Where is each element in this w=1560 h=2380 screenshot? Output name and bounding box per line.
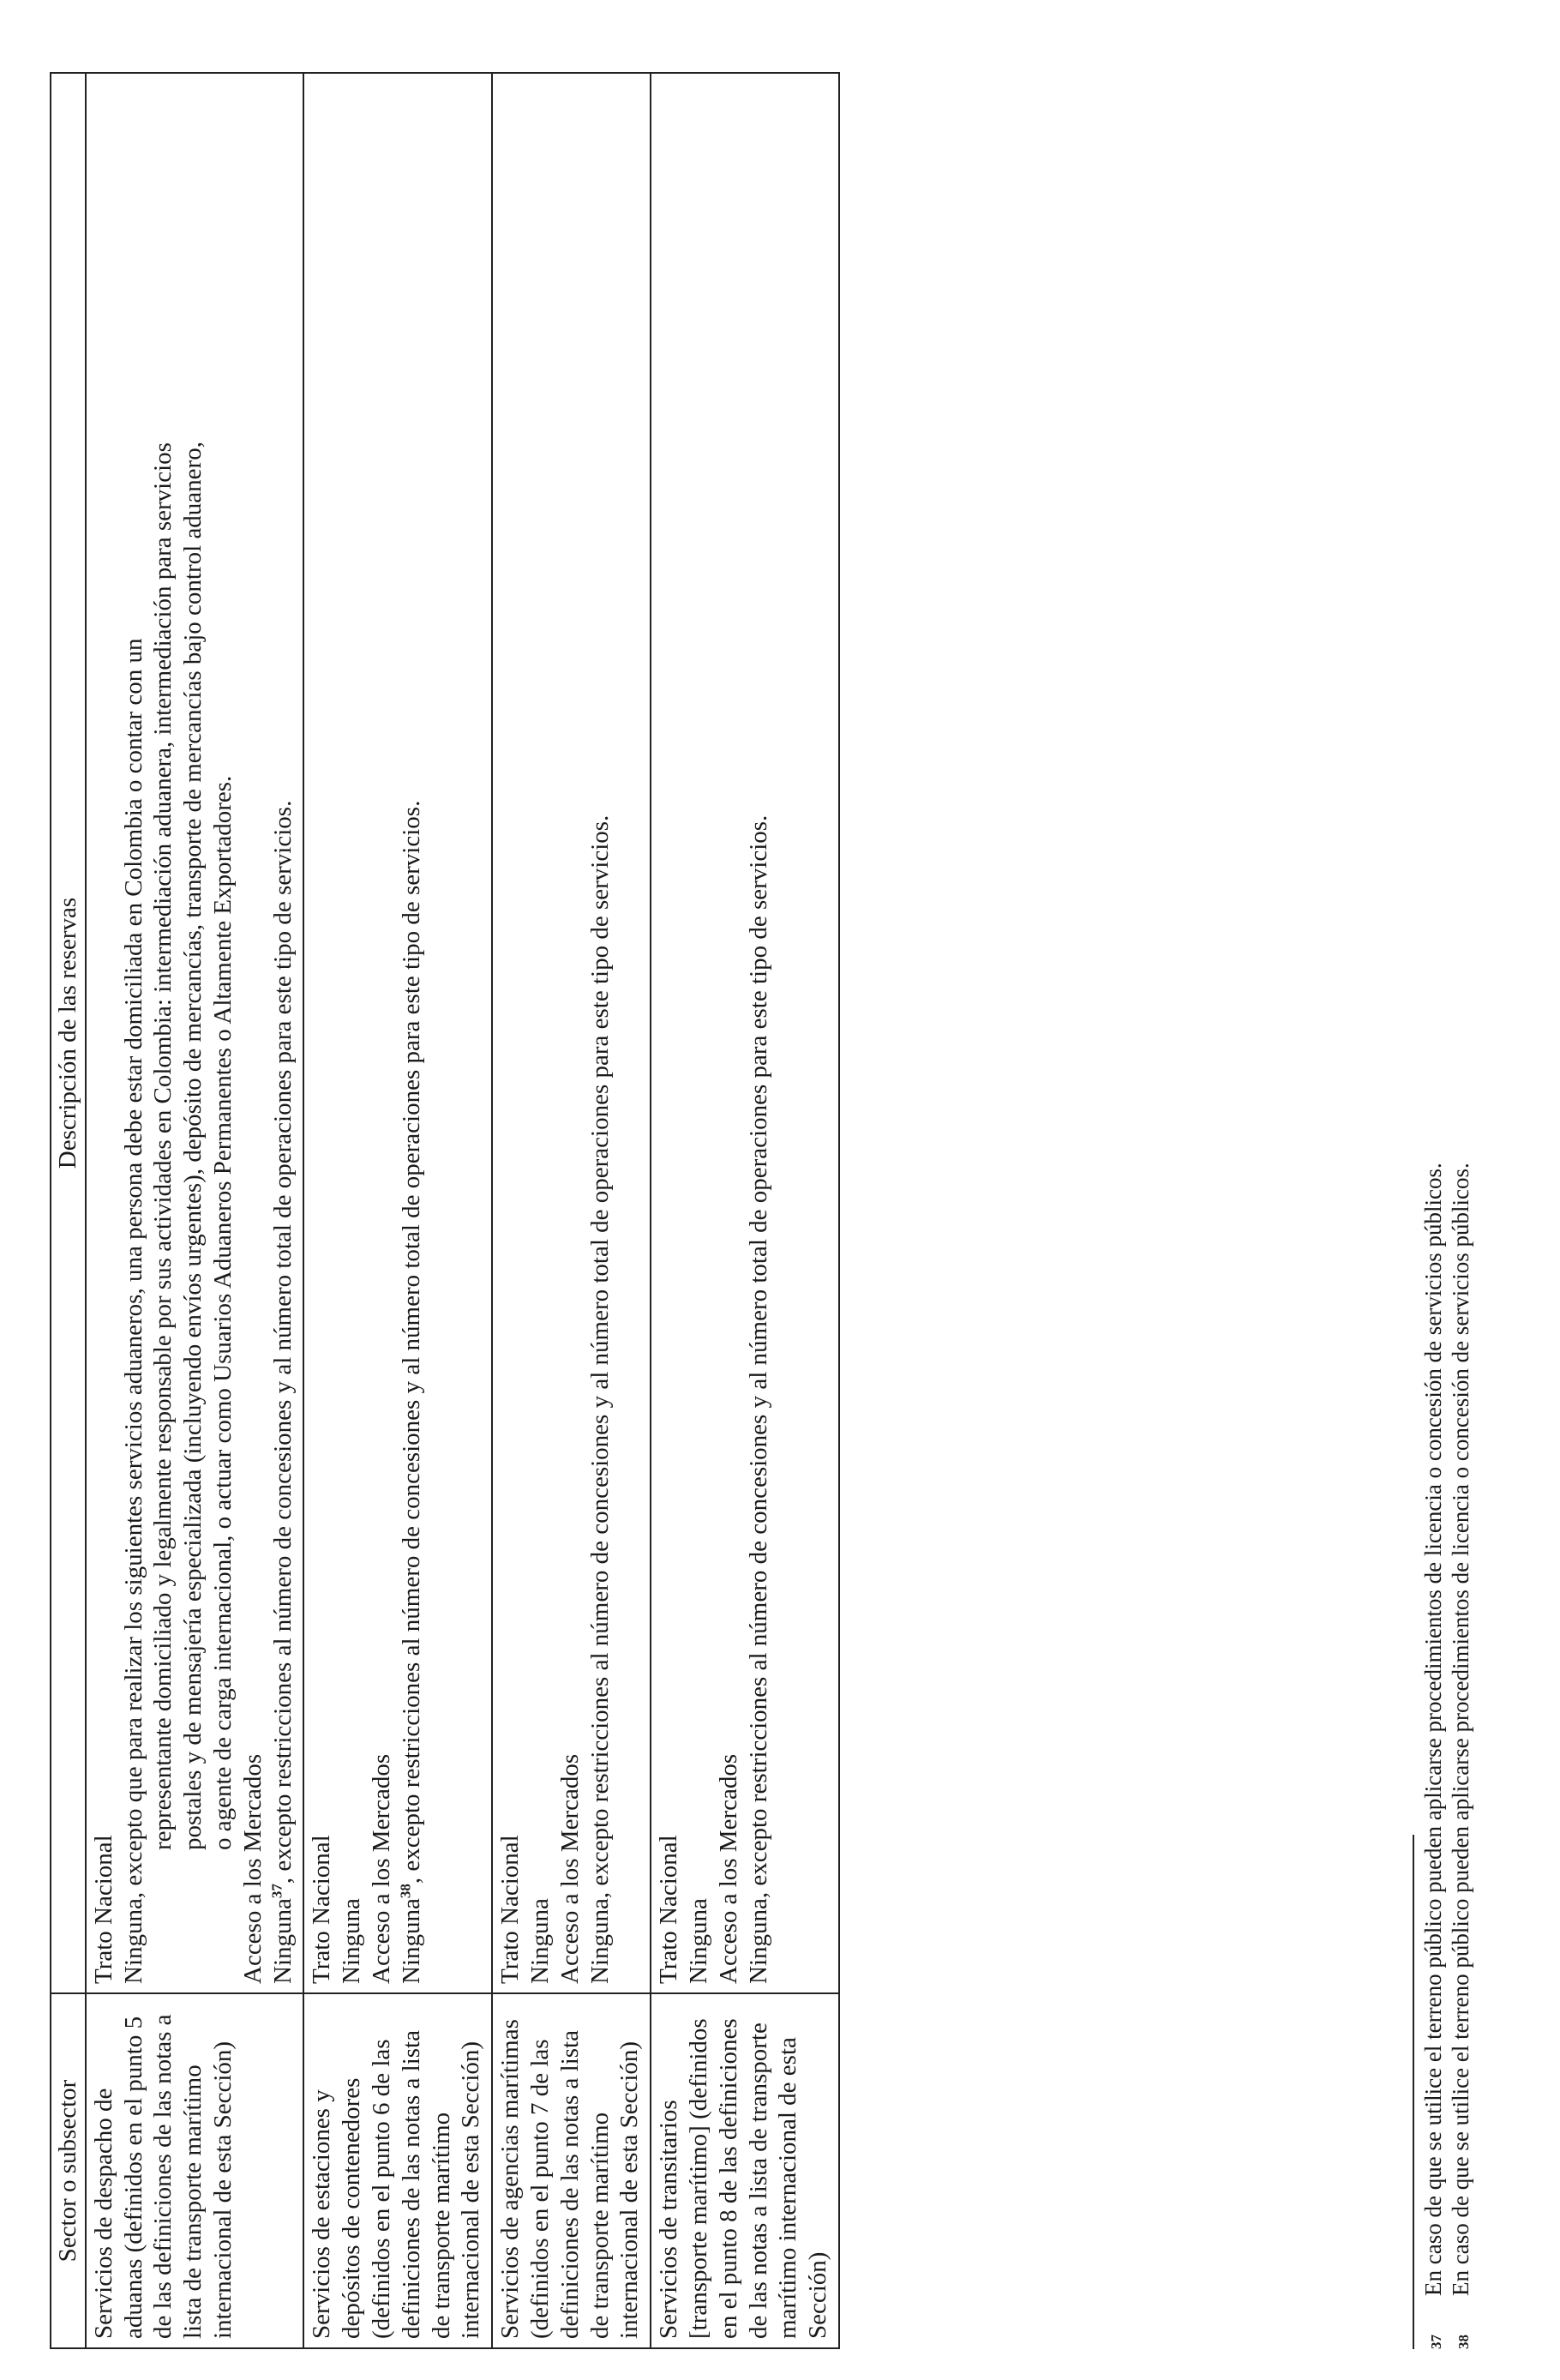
table-body [86, 73, 839, 2348]
table-row [651, 73, 839, 2348]
trato-nacional-title: Trato Nacional [496, 1835, 525, 1984]
trato-nacional-title: Trato Nacional [308, 1835, 336, 1984]
footnote-text: En caso de que se utilice el terreno público pueden aplicarse procedimientos de licencia o concesión de servicios públicos. [1420, 1163, 1446, 2296]
acceso-mercados-text: Ninguna [268, 1898, 297, 1984]
table-row [303, 73, 492, 2348]
acceso-mercados-line [268, 82, 298, 1984]
acceso-mercados-text: Ninguna [397, 1898, 425, 1984]
footnote-number: 38 [1455, 2335, 1473, 2349]
description-cell [492, 73, 651, 1993]
acceso-mercados-text: Ninguna, excepto restricciones al número de concesiones y al número total de operaciones para este tipo de servicios. [585, 814, 614, 1984]
acceso-mercados-title: Acceso a los Mercados [238, 1753, 267, 1984]
trato-nacional-text: o agente de carga internacional, o actuar como Usuarios Aduaneros Permanentes o Altamente Exportadores. [208, 775, 237, 1850]
acceso-mercados-title: Acceso a los Mercados [555, 1753, 584, 1984]
trato-nacional-text: Ninguna [684, 1898, 712, 1984]
table-row [492, 73, 651, 2348]
trato-nacional-text: postales y de mensajería especializada (incluyendo envíos urgentes), depósito de mercancías, transporte de mercancías bajo control aduanero, [179, 442, 207, 1850]
sector-cell: Servicios de agencias marítimas (definidos en el punto 7 de las definiciones de las notas a lista de transporte marítimo internacional de esta Sección) [492, 1993, 651, 2348]
description-cell [86, 73, 304, 1993]
acceso-mercados-line [585, 82, 615, 1984]
footnotes [1413, 72, 1475, 2349]
acceso-mercados-title: Acceso a los Mercados [367, 1753, 395, 1984]
acceso-mercados-line [744, 82, 774, 1984]
header-sector: Sector o subsector [51, 1993, 86, 2348]
acceso-mercados-rest: , excepto restricciones al número de concesiones y al número total de operaciones para este tipo de servicios. [397, 800, 425, 1884]
footnote-list [1419, 72, 1475, 2349]
description-cell [303, 73, 492, 1993]
acceso-mercados-title: Acceso a los Mercados [714, 1753, 742, 1984]
trato-nacional-title: Trato Nacional [89, 1835, 117, 1984]
sector-cell: Servicios de estaciones y depósitos de contenedores (definidos en el punto 6 de las definiciones de las notas a lista de transporte marítimo internacional de esta Sección) [303, 1993, 492, 2348]
header-description: Descripción de las reservas [51, 73, 86, 1993]
sector-cell: Servicios de transitarios [transporte marítimo] (definidos en el punto 8 de las definiciones de las notas a lista de transporte marítimo internacional de esta Sección) [651, 1993, 839, 2348]
acceso-mercados-line [397, 82, 427, 1984]
description-cell [651, 73, 839, 1993]
footnote [1447, 72, 1474, 2349]
trato-nacional-text: Ninguna, excepto que para realizar los siguientes servicios aduaneros, una persona debe estar domiciliada en Colombia o contar con un [119, 638, 147, 1984]
trato-nacional-text: Ninguna [338, 1898, 366, 1984]
footnote-text: En caso de que se utilice el terreno público pueden aplicarse procedimientos de licencia o concesión de servicios públicos. [1448, 1163, 1474, 2296]
footnote-reference: 37 [267, 1884, 285, 1899]
footnote-number: 37 [1428, 2335, 1444, 2349]
acceso-mercados-rest: , excepto restricciones al número de concesiones y al número total de operaciones para este tipo de servicios. [268, 800, 297, 1884]
trato-nacional-text: representante domiciliado y legalmente responsable por sus actividades en Colombia: intermediación aduanera, intermediación para servicios [149, 442, 177, 1850]
footnote [1419, 72, 1447, 2349]
acceso-mercados-text: Ninguna, excepto restricciones al número de concesiones y al número total de operaciones para este tipo de servicios. [744, 814, 772, 1984]
trato-nacional-title: Trato Nacional [655, 1835, 683, 1984]
footnote-reference: 38 [397, 1884, 414, 1899]
table-header-row [51, 73, 86, 2348]
sector-cell: Servicios de despacho de aduanas (definidos en el punto 5 de las definiciones de las notas a lista de transporte marítimo internacional de esta Sección) [86, 1993, 304, 2348]
reservations-table [50, 72, 840, 2349]
trato-nacional-text: Ninguna [525, 1898, 554, 1984]
footnote-separator [1413, 1835, 1414, 2349]
table-row [86, 73, 304, 2348]
